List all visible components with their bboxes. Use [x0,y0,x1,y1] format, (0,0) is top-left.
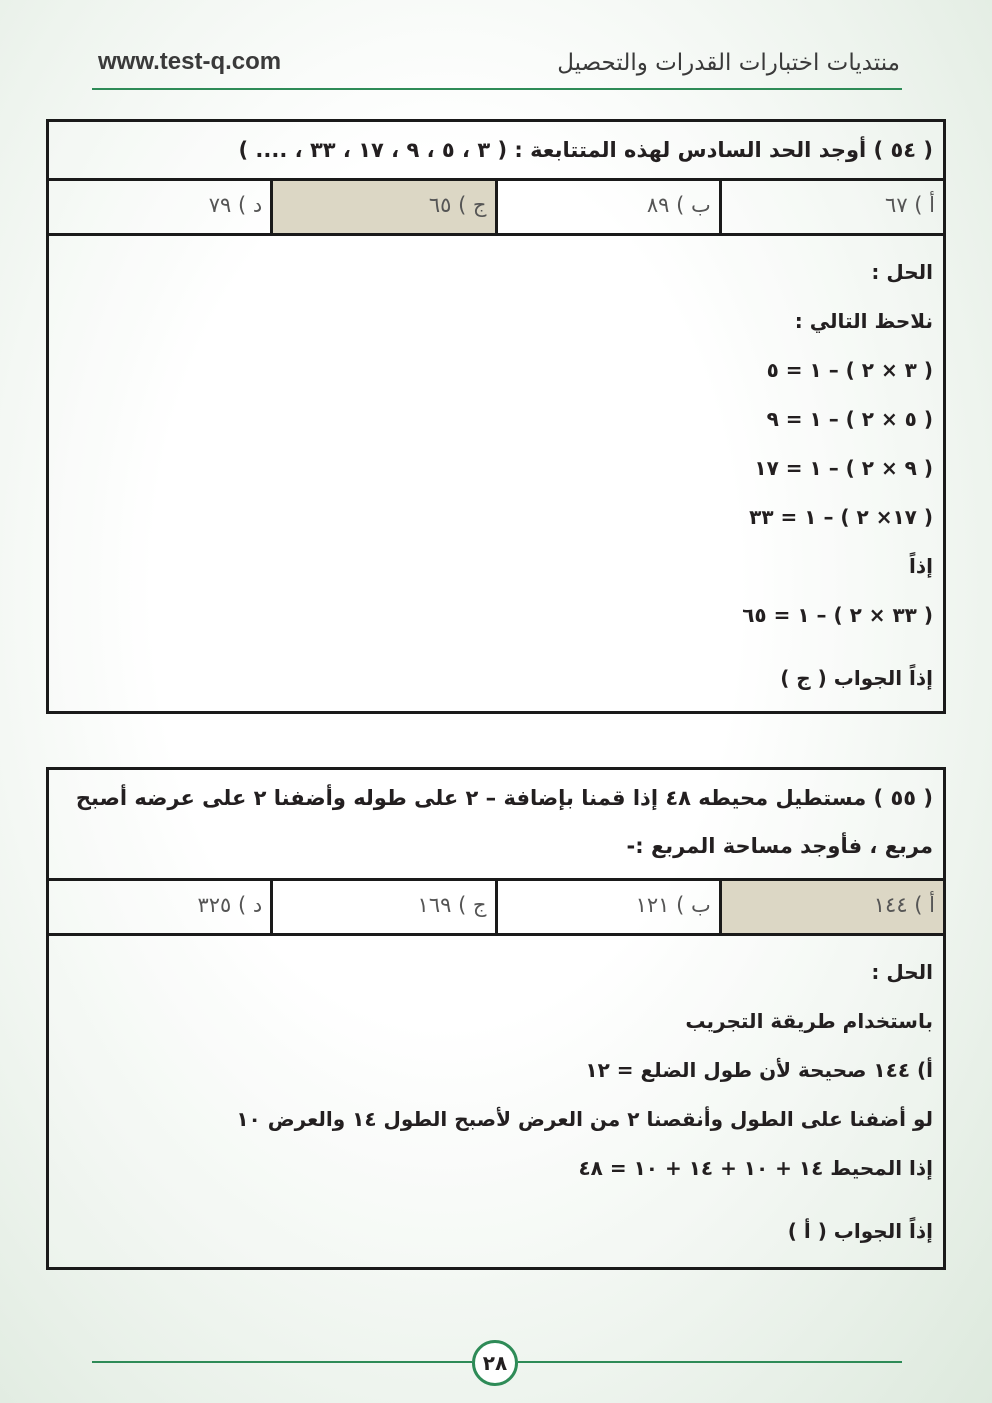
solution-line: نلاحظ التالي : [794,309,933,333]
solution-heading: الحل : [871,260,933,284]
option-a[interactable]: أ ) ٦٧ [719,181,943,233]
option-d[interactable]: د ) ٣٢٥ [197,893,263,917]
option-b[interactable]: ب ) ١٢١ [495,881,719,933]
footer-divider-right [518,1361,902,1363]
question-55-card [46,767,946,1270]
solution-line: ( ١٧× ٢ ) – ١ = ٣٣ [749,505,933,529]
question-55-solution [49,936,943,1259]
footer-divider-left [92,1361,472,1363]
option-d[interactable]: د ) ٧٩ [208,193,263,217]
solution-line: أ) ١٤٤ صحيحة لأن طول الضلع = ١٢ [585,1058,933,1082]
site-url: www.test-q.com [98,48,282,75]
question-54-card [46,119,946,714]
option-a-correct[interactable]: أ ) ١٤٤ [719,881,943,933]
solution-heading: الحل : [871,960,933,984]
solution-line: ( ٣ × ٢ ) – ١ = ٥ [766,358,933,382]
question-55-options [49,881,943,936]
solution-line: ( ٥ × ٢ ) – ١ = ٩ [766,407,933,431]
solution-answer: إذاً الجواب ( أ ) [787,1219,933,1243]
solution-line: ( ٩ × ٢ ) – ١ = ١٧ [754,456,933,480]
forum-title: منتديات اختبارات القدرات والتحصيل [557,50,900,76]
question-54-solution [49,236,943,706]
solution-line: ( ٣٣ × ٢ ) – ١ = ٦٥ [742,603,933,627]
question-54-text: ( ٥٤ ) أوجد الحد السادس لهذه المتتابعة : ( ٣ ، ٥ ، ٩ ، ١٧ ، ٣٣ ، .... ) [49,122,943,181]
header-divider [92,88,902,90]
question-55-text: ( ٥٥ ) مستطيل محيطه ٤٨ إذا قمنا بإضافة – ٢ على طوله وأضفنا ٢ على عرضه أصبح مربع ، فأوجد مساحة المربع :- [49,770,943,881]
solution-line: إذاً [909,554,933,578]
option-c-correct[interactable]: ج ) ٦٥ [270,181,494,233]
solution-line: باستخدام طريقة التجريب [685,1009,933,1033]
option-c[interactable]: ج ) ١٦٩ [270,881,494,933]
page-number: ٢٨ [472,1340,518,1386]
option-b[interactable]: ب ) ٨٩ [495,181,719,233]
solution-line: إذا المحيط ١٤ + ١٠ + ١٤ + ١٠ = ٤٨ [578,1156,933,1180]
solution-answer: إذاً الجواب ( ج ) [780,666,933,690]
solution-line: لو أضفنا على الطول وأنقصنا ٢ من العرض لأصبح الطول ١٤ والعرض ١٠ [236,1107,933,1131]
question-54-options [49,181,943,236]
